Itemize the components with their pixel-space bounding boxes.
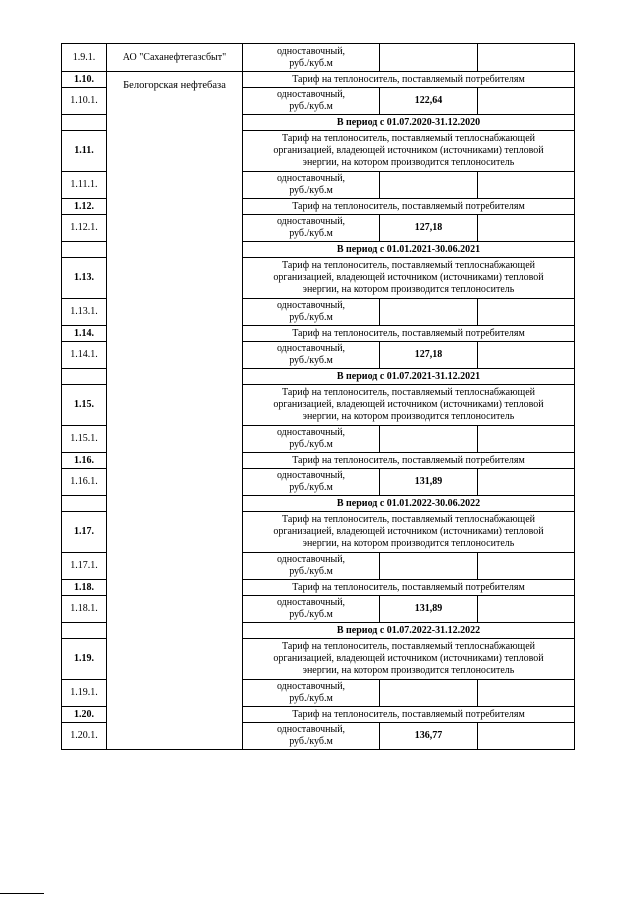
empty-cell xyxy=(478,342,575,369)
organization-name: АО "Саханефтегазсбыт" xyxy=(107,44,243,72)
unit-cell xyxy=(243,553,380,580)
empty-cell xyxy=(62,623,107,639)
row-number: 1.10. xyxy=(62,72,107,88)
tariff-value xyxy=(380,680,478,707)
row-number: 1.20.1. xyxy=(62,723,107,750)
unit-cell xyxy=(243,172,380,199)
row-number: 1.16.1. xyxy=(62,469,107,496)
empty-cell xyxy=(478,596,575,623)
tariff-value: 127,18 xyxy=(380,215,478,242)
unit-line: одноставочный, xyxy=(276,300,346,311)
unit-line: одноставочный, xyxy=(276,173,346,184)
tariff-title-line: Тариф на теплоноситель, поставляемый теплоснабжающей xyxy=(281,260,536,271)
tariff-title: Тариф на теплоноситель, поставляемый потребителям xyxy=(243,199,575,215)
row-number: 1.11. xyxy=(62,131,107,172)
tariff-table-body xyxy=(62,44,575,750)
table-row xyxy=(62,72,575,88)
empty-cell xyxy=(478,172,575,199)
empty-cell xyxy=(478,426,575,453)
tariff-title-line: энергии, на котором производится теплоноситель xyxy=(302,284,515,295)
period-header: В период с 01.07.2022-31.12.2022 xyxy=(243,623,575,639)
unit-cell xyxy=(243,680,380,707)
row-number: 1.14. xyxy=(62,326,107,342)
table-row xyxy=(62,44,575,72)
unit-line: руб./куб.м xyxy=(289,736,333,747)
tariff-title: Тариф на теплоноситель, поставляемый потребителям xyxy=(243,326,575,342)
unit-cell xyxy=(243,596,380,623)
tariff-title: Тариф на теплоноситель, поставляемый потребителям xyxy=(243,453,575,469)
tariff-title-line: энергии, на котором производится теплоноситель xyxy=(302,538,515,549)
unit-line: одноставочный, xyxy=(276,470,346,481)
unit-line: одноставочный, xyxy=(276,427,346,438)
empty-cell xyxy=(478,88,575,115)
tariff-title-line: организацией, владеющей источником (источниками) тепловой xyxy=(273,145,544,156)
tariff-title-line: организацией, владеющей источником (источниками) тепловой xyxy=(273,526,544,537)
tariff-title xyxy=(243,639,575,680)
empty-cell xyxy=(478,553,575,580)
unit-line: одноставочный, xyxy=(276,45,346,57)
row-number: 1.13.1. xyxy=(62,299,107,326)
unit-line: одноставочный, xyxy=(276,554,346,565)
unit-line: одноставочный, xyxy=(276,89,346,100)
unit-cell xyxy=(243,44,380,72)
unit-cell xyxy=(243,215,380,242)
empty-cell xyxy=(478,469,575,496)
unit-line: руб./куб.м xyxy=(289,57,333,69)
empty-cell xyxy=(62,115,107,131)
empty-cell xyxy=(478,723,575,750)
row-number: 1.17. xyxy=(62,512,107,553)
tariff-value xyxy=(380,553,478,580)
unit-line: одноставочный, xyxy=(276,681,346,692)
tariff-title: Тариф на теплоноситель, поставляемый потребителям xyxy=(243,707,575,723)
unit-line: руб./куб.м xyxy=(289,439,333,450)
tariff-title xyxy=(243,512,575,553)
empty-cell xyxy=(478,215,575,242)
row-number: 1.18. xyxy=(62,580,107,596)
empty-cell xyxy=(478,680,575,707)
unit-line: руб./куб.м xyxy=(289,693,333,704)
unit-line: руб./куб.м xyxy=(289,228,333,239)
period-header: В период с 01.01.2022-30.06.2022 xyxy=(243,496,575,512)
tariff-table xyxy=(61,43,575,750)
unit-line: руб./куб.м xyxy=(289,312,333,323)
tariff-title-line: энергии, на котором производится теплоноситель xyxy=(302,411,515,422)
row-number: 1.19.1. xyxy=(62,680,107,707)
tariff-title-line: организацией, владеющей источником (источниками) тепловой xyxy=(273,399,544,410)
tariff-title-line: Тариф на теплоноситель, поставляемый теплоснабжающей xyxy=(281,387,536,398)
row-number: 1.13. xyxy=(62,258,107,299)
tariff-title: Тариф на теплоноситель, поставляемый потребителям xyxy=(243,72,575,88)
empty-cell xyxy=(62,242,107,258)
row-number: 1.9.1. xyxy=(62,44,107,72)
unit-line: руб./куб.м xyxy=(289,482,333,493)
tariff-value: 136,77 xyxy=(380,723,478,750)
tariff-title: Тариф на теплоноситель, поставляемый потребителям xyxy=(243,580,575,596)
tariff-value: 131,89 xyxy=(380,469,478,496)
tariff-value xyxy=(380,299,478,326)
tariff-title-line: Тариф на теплоноситель, поставляемый теплоснабжающей xyxy=(281,133,536,144)
unit-cell xyxy=(243,88,380,115)
row-number: 1.17.1. xyxy=(62,553,107,580)
unit-line: руб./куб.м xyxy=(289,609,333,620)
tariff-value xyxy=(380,426,478,453)
unit-line: одноставочный, xyxy=(276,724,346,735)
row-number: 1.16. xyxy=(62,453,107,469)
period-header: В период с 01.07.2020-31.12.2020 xyxy=(243,115,575,131)
tariff-value: 131,89 xyxy=(380,596,478,623)
unit-line: одноставочный, xyxy=(276,343,346,354)
tariff-value xyxy=(380,172,478,199)
unit-cell xyxy=(243,469,380,496)
period-header: В период с 01.07.2021-31.12.2021 xyxy=(243,369,575,385)
unit-line: руб./куб.м xyxy=(289,355,333,366)
tariff-title-line: организацией, владеющей источником (источниками) тепловой xyxy=(273,653,544,664)
row-number: 1.15. xyxy=(62,385,107,426)
empty-cell xyxy=(478,299,575,326)
row-number: 1.10.1. xyxy=(62,88,107,115)
tariff-value xyxy=(380,44,478,72)
unit-line: руб./куб.м xyxy=(289,566,333,577)
row-number: 1.18.1. xyxy=(62,596,107,623)
unit-line: руб./куб.м xyxy=(289,101,333,112)
footer-divider xyxy=(0,893,44,894)
unit-cell xyxy=(243,723,380,750)
tariff-title xyxy=(243,131,575,172)
unit-line: руб./куб.м xyxy=(289,185,333,196)
empty-cell xyxy=(478,44,575,72)
unit-cell xyxy=(243,426,380,453)
row-number: 1.14.1. xyxy=(62,342,107,369)
unit-line: одноставочный, xyxy=(276,216,346,227)
tariff-value: 127,18 xyxy=(380,342,478,369)
row-number: 1.15.1. xyxy=(62,426,107,453)
unit-cell xyxy=(243,299,380,326)
tariff-title xyxy=(243,385,575,426)
tariff-title-line: энергии, на котором производится теплоноситель xyxy=(302,665,515,676)
row-number: 1.20. xyxy=(62,707,107,723)
empty-cell xyxy=(62,369,107,385)
tariff-title xyxy=(243,258,575,299)
tariff-value: 122,64 xyxy=(380,88,478,115)
row-number: 1.19. xyxy=(62,639,107,680)
tariff-title-line: организацией, владеющей источником (источниками) тепловой xyxy=(273,272,544,283)
row-number: 1.12. xyxy=(62,199,107,215)
organization-name: Белогорская нефтебаза xyxy=(107,72,243,750)
period-header: В период с 01.01.2021-30.06.2021 xyxy=(243,242,575,258)
unit-line: одноставочный, xyxy=(276,597,346,608)
empty-cell xyxy=(62,496,107,512)
row-number: 1.12.1. xyxy=(62,215,107,242)
tariff-title-line: Тариф на теплоноситель, поставляемый теплоснабжающей xyxy=(281,641,536,652)
unit-cell xyxy=(243,342,380,369)
tariff-title-line: Тариф на теплоноситель, поставляемый теплоснабжающей xyxy=(281,514,536,525)
tariff-title-line: энергии, на котором производится теплоноситель xyxy=(302,157,515,168)
row-number: 1.11.1. xyxy=(62,172,107,199)
